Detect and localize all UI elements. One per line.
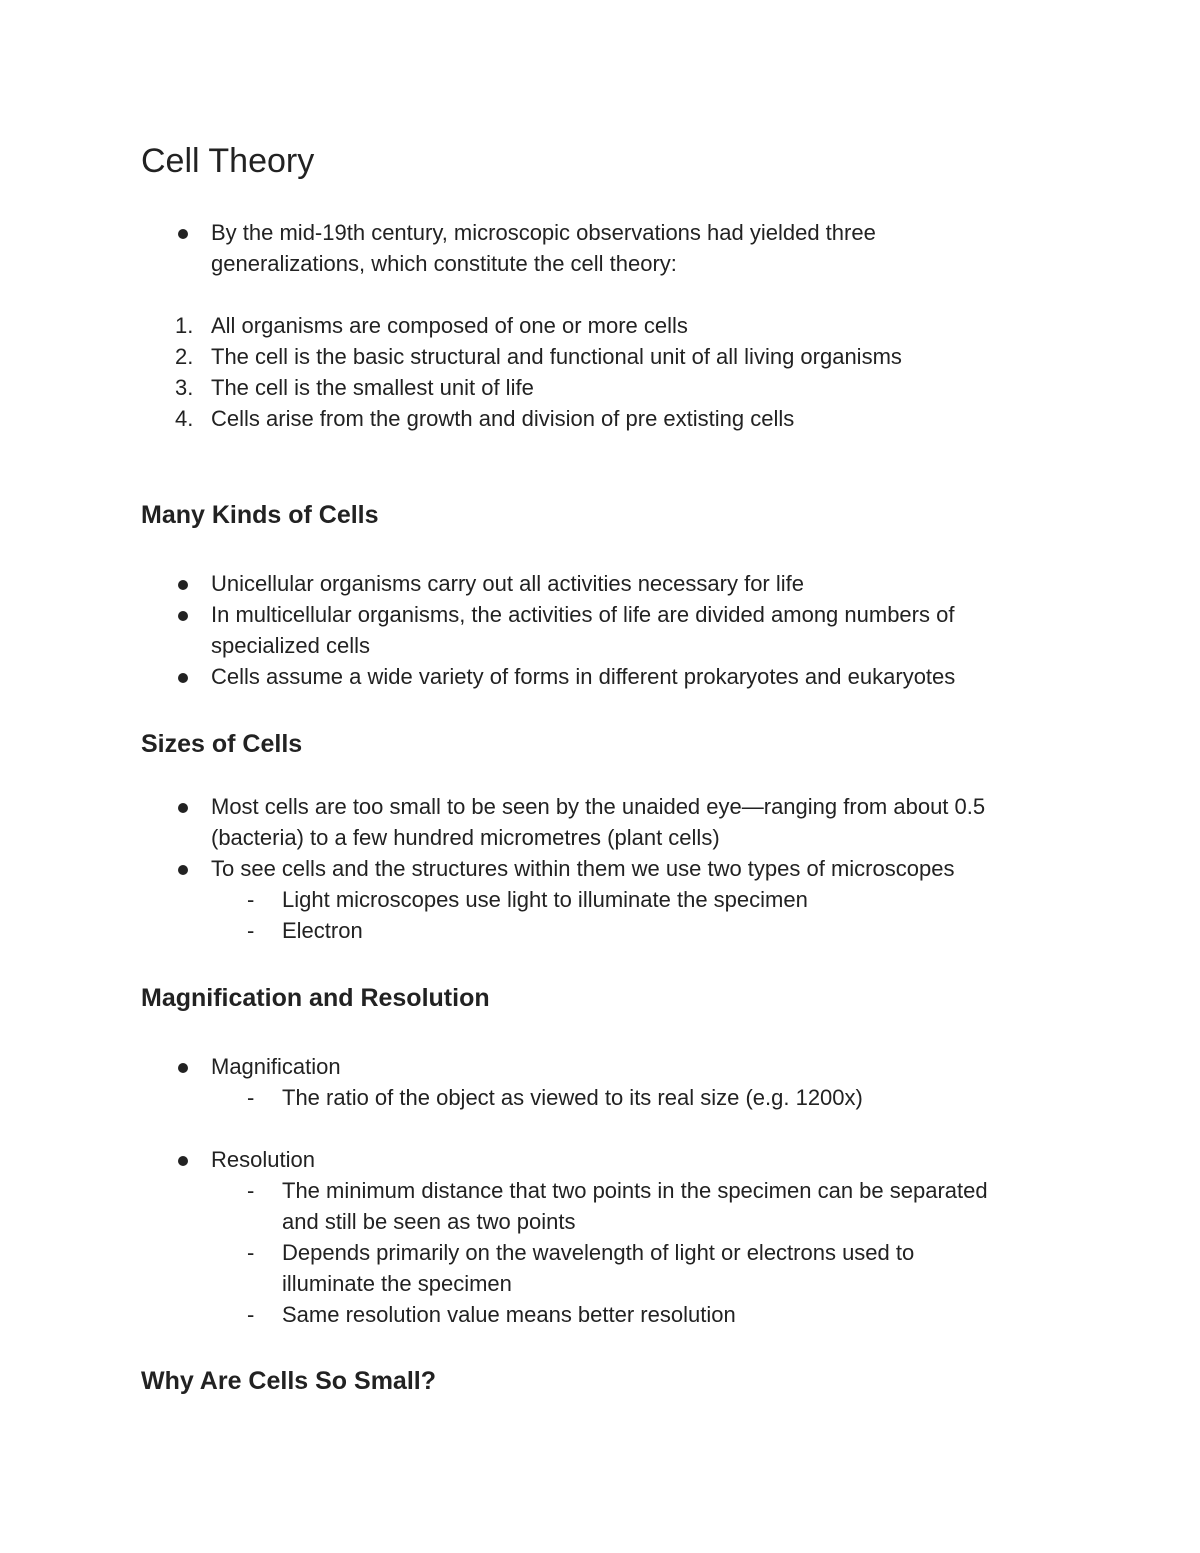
list-item: Magnification <box>211 1054 341 1079</box>
section-heading-many-kinds: Many Kinds of Cells <box>141 501 379 529</box>
list-item: Resolution <box>211 1147 315 1172</box>
list-item: The cell is the smallest unit of life <box>211 375 534 400</box>
dash-marker: - <box>247 1240 255 1265</box>
list-item: In multicellular organisms, the activities of life are divided among numbers of <box>211 602 955 627</box>
list-item: Cells assume a wide variety of forms in different prokaryotes and eukaryotes <box>211 664 956 689</box>
bullet-dot <box>178 580 188 590</box>
list-number: 3. <box>175 375 194 400</box>
list-item-continued: specialized cells <box>211 633 370 658</box>
bullet-dot <box>178 673 188 683</box>
sub-list-item-continued: illuminate the specimen <box>282 1271 512 1296</box>
list-item: Unicellular organisms carry out all activities necessary for life <box>211 571 804 596</box>
section-heading-magnification: Magnification and Resolution <box>141 984 490 1012</box>
sub-list-item: The ratio of the object as viewed to its real size (e.g. 1200x) <box>282 1085 863 1110</box>
list-item: The cell is the basic structural and functional unit of all living organisms <box>211 344 902 369</box>
bullet-dot <box>178 611 188 621</box>
section-heading-sizes: Sizes of Cells <box>141 730 303 758</box>
list-item: Cells arise from the growth and division of pre extisting cells <box>211 406 795 431</box>
dash-marker: - <box>247 1302 255 1327</box>
list-item: Most cells are too small to be seen by the unaided eye—ranging from about 0.5 <box>211 794 986 819</box>
dash-marker: - <box>247 918 255 943</box>
section-heading-why-small: Why Are Cells So Small? <box>141 1367 436 1395</box>
sub-list-item: Depends primarily on the wavelength of light or electrons used to <box>282 1240 915 1265</box>
list-item: All organisms are composed of one or more cells <box>211 313 688 338</box>
intro-text-line-1: By the mid-19th century, microscopic observations had yielded three <box>211 220 876 245</box>
page-title: Cell Theory <box>141 142 315 180</box>
sub-list-item-continued: and still be seen as two points <box>282 1209 576 1234</box>
sub-list-item: Same resolution value means better resolution <box>282 1302 736 1327</box>
sub-list-item: Light microscopes use light to illuminate the specimen <box>282 887 808 912</box>
bullet-dot <box>178 803 188 813</box>
bullet-dot <box>178 229 188 239</box>
bullet-dot <box>178 1063 188 1073</box>
dash-marker: - <box>247 1178 255 1203</box>
dash-marker: - <box>247 887 255 912</box>
dash-marker: - <box>247 1085 255 1110</box>
list-item: To see cells and the structures within them we use two types of microscopes <box>211 856 955 881</box>
list-number: 1. <box>175 313 194 338</box>
sub-list-item: The minimum distance that two points in the specimen can be separated <box>282 1178 988 1203</box>
bullet-dot <box>178 865 188 875</box>
sub-list-item: Electron <box>282 918 363 943</box>
list-number: 4. <box>175 406 194 431</box>
list-number: 2. <box>175 344 194 369</box>
list-item-continued: (bacteria) to a few hundred micrometres (plant cells) <box>211 825 720 850</box>
intro-text-line-2: generalizations, which constitute the cell theory: <box>211 251 677 276</box>
bullet-dot <box>178 1156 188 1166</box>
